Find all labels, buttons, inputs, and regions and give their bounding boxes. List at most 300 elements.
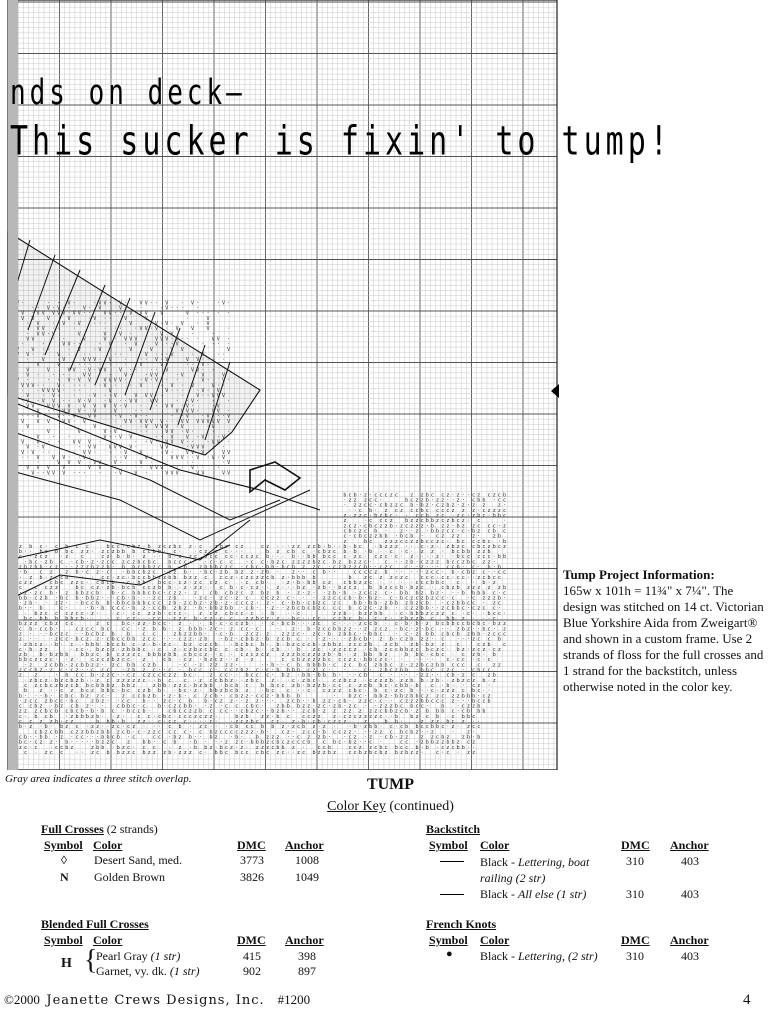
svg-text:·: · bbox=[104, 398, 107, 404]
svg-text:c: c bbox=[220, 729, 223, 735]
svg-text:b: b bbox=[220, 544, 223, 550]
svg-text:·: · bbox=[37, 460, 40, 466]
svg-text:b: b bbox=[184, 575, 187, 581]
svg-text:·: · bbox=[148, 678, 151, 684]
svg-text:z: z bbox=[338, 565, 341, 571]
svg-text:c: c bbox=[359, 508, 362, 514]
svg-text:z: z bbox=[50, 575, 53, 581]
svg-text:b: b bbox=[498, 637, 501, 643]
svg-text:b: b bbox=[369, 652, 372, 658]
svg-text:c: c bbox=[106, 637, 109, 643]
svg-text:z: z bbox=[251, 590, 254, 596]
svg-text:·: · bbox=[307, 719, 310, 725]
svg-text:z: z bbox=[50, 668, 53, 674]
svg-text:c: c bbox=[318, 616, 321, 622]
svg-text:·: · bbox=[155, 367, 158, 373]
bs-header-symbol: Symbol bbox=[429, 838, 468, 852]
svg-text:z: z bbox=[112, 724, 115, 730]
svg-text:c: c bbox=[143, 662, 146, 668]
svg-text:c: c bbox=[225, 750, 228, 756]
svg-text:z: z bbox=[148, 693, 151, 699]
svg-text:·: · bbox=[431, 503, 434, 509]
svg-text:z: z bbox=[426, 570, 429, 576]
svg-text:V: V bbox=[217, 439, 220, 445]
svg-text:·: · bbox=[207, 388, 210, 394]
svg-text:z: z bbox=[415, 698, 418, 704]
svg-text:c: c bbox=[405, 745, 408, 751]
svg-text:c: c bbox=[503, 508, 506, 514]
svg-text:b: b bbox=[106, 601, 109, 607]
svg-text:·: · bbox=[307, 621, 310, 627]
svg-text:·: · bbox=[209, 595, 212, 601]
svg-text:c: c bbox=[240, 709, 243, 715]
svg-text:V: V bbox=[104, 300, 107, 306]
svg-text:c: c bbox=[338, 729, 341, 735]
svg-text:V: V bbox=[212, 383, 215, 389]
svg-text:b: b bbox=[256, 734, 259, 740]
fc-row-2-anchor: 1049 bbox=[295, 870, 319, 885]
svg-text:c: c bbox=[158, 590, 161, 596]
svg-text:b: b bbox=[457, 647, 460, 653]
svg-text:b: b bbox=[379, 585, 382, 591]
svg-text:·: · bbox=[302, 616, 305, 622]
svg-text:·: · bbox=[186, 393, 189, 399]
svg-text:·: · bbox=[287, 647, 290, 653]
svg-text:V: V bbox=[47, 306, 50, 312]
svg-text:·: · bbox=[176, 378, 179, 384]
svg-text:·: · bbox=[65, 606, 68, 612]
svg-text:·: · bbox=[179, 549, 182, 555]
svg-text:·: · bbox=[395, 559, 398, 565]
svg-text:z: z bbox=[472, 570, 475, 576]
svg-text:V: V bbox=[165, 424, 168, 430]
svg-text:b: b bbox=[235, 734, 238, 740]
svg-text:·: · bbox=[421, 745, 424, 751]
svg-text:c: c bbox=[122, 698, 125, 704]
svg-text:b: b bbox=[204, 698, 207, 704]
svg-text:b: b bbox=[312, 750, 315, 756]
svg-text:c: c bbox=[168, 704, 171, 710]
svg-text:·: · bbox=[220, 683, 223, 689]
svg-text:·: · bbox=[472, 745, 475, 751]
svg-text:·: · bbox=[62, 383, 65, 389]
svg-text:z: z bbox=[385, 523, 388, 529]
svg-text:z: z bbox=[65, 683, 68, 689]
svg-text:·: · bbox=[96, 673, 99, 679]
svg-text:·: · bbox=[201, 414, 204, 420]
svg-text:z: z bbox=[343, 585, 346, 591]
svg-text:·: · bbox=[431, 554, 434, 560]
svg-text:·: · bbox=[212, 429, 215, 435]
svg-text:·: · bbox=[431, 498, 434, 504]
svg-text:·: · bbox=[163, 668, 166, 674]
svg-text:b: b bbox=[426, 595, 429, 601]
svg-text:·: · bbox=[42, 352, 45, 358]
svg-text:c: c bbox=[271, 647, 274, 653]
svg-text:·: · bbox=[287, 601, 290, 607]
svg-text:·: · bbox=[26, 326, 29, 332]
svg-text:c: c bbox=[359, 544, 362, 550]
svg-text:b: b bbox=[276, 590, 279, 596]
svg-text:c: c bbox=[251, 559, 254, 565]
svg-text:·: · bbox=[343, 740, 346, 746]
svg-text:z: z bbox=[410, 523, 413, 529]
svg-text:z: z bbox=[354, 678, 357, 684]
svg-text:·: · bbox=[24, 724, 27, 730]
svg-text:b: b bbox=[132, 544, 135, 550]
svg-text:b: b bbox=[261, 750, 264, 756]
svg-text:z: z bbox=[318, 704, 321, 710]
svg-text:·: · bbox=[276, 565, 279, 571]
svg-text:c: c bbox=[431, 616, 434, 622]
svg-text:V: V bbox=[160, 445, 163, 451]
svg-text:c: c bbox=[493, 575, 496, 581]
svg-text:z: z bbox=[148, 611, 151, 617]
svg-text:b: b bbox=[225, 678, 228, 684]
svg-text:c: c bbox=[148, 549, 151, 555]
svg-text:c: c bbox=[220, 709, 223, 715]
svg-text:·: · bbox=[261, 668, 264, 674]
svg-text:c: c bbox=[488, 523, 491, 529]
svg-text:V: V bbox=[109, 311, 112, 317]
svg-text:c: c bbox=[441, 580, 444, 586]
svg-text:z: z bbox=[235, 719, 238, 725]
svg-text:·: · bbox=[140, 465, 143, 471]
fc-row-2-color: Golden Brown bbox=[94, 870, 165, 885]
svg-text:z: z bbox=[369, 734, 372, 740]
svg-text:·: · bbox=[207, 439, 210, 445]
svg-text:c: c bbox=[50, 565, 53, 571]
svg-text:z: z bbox=[19, 709, 22, 715]
svg-text:b: b bbox=[76, 570, 79, 576]
svg-text:V: V bbox=[119, 306, 122, 312]
svg-text:·: · bbox=[209, 724, 212, 730]
svg-text:V: V bbox=[217, 336, 220, 342]
svg-text:·: · bbox=[343, 503, 346, 509]
svg-text:c: c bbox=[477, 698, 480, 704]
svg-text:z: z bbox=[204, 652, 207, 658]
svg-text:z: z bbox=[467, 704, 470, 710]
svg-text:z: z bbox=[318, 559, 321, 565]
svg-text:c: c bbox=[390, 668, 393, 674]
svg-text:c: c bbox=[240, 611, 243, 617]
svg-text:z: z bbox=[194, 580, 197, 586]
svg-text:·: · bbox=[45, 631, 48, 637]
svg-text:·: · bbox=[266, 729, 269, 735]
svg-text:·: · bbox=[114, 383, 117, 389]
svg-text:·: · bbox=[266, 606, 269, 612]
svg-text:b: b bbox=[287, 693, 290, 699]
svg-text:c: c bbox=[462, 606, 465, 612]
svg-text:c: c bbox=[426, 508, 429, 514]
svg-text:·: · bbox=[160, 352, 163, 358]
svg-text:·: · bbox=[302, 621, 305, 627]
svg-text:c: c bbox=[467, 601, 470, 607]
svg-text:·: · bbox=[410, 528, 413, 534]
svg-text:·: · bbox=[86, 611, 89, 617]
svg-text:c: c bbox=[173, 559, 176, 565]
svg-text:c: c bbox=[349, 492, 352, 498]
svg-text:b: b bbox=[410, 503, 413, 509]
blended-header-anchor: Anchor bbox=[285, 933, 324, 947]
svg-text:z: z bbox=[70, 714, 73, 720]
svg-text:·: · bbox=[194, 719, 197, 725]
svg-text:z: z bbox=[498, 508, 501, 514]
svg-text:z: z bbox=[338, 631, 341, 637]
svg-text:c: c bbox=[307, 714, 310, 720]
svg-text:·: · bbox=[343, 734, 346, 740]
svg-text:b: b bbox=[225, 637, 228, 643]
svg-text:b: b bbox=[55, 549, 58, 555]
svg-text:z: z bbox=[70, 719, 73, 725]
svg-text:c: c bbox=[225, 554, 228, 560]
svg-text:b: b bbox=[415, 745, 418, 751]
svg-text:b: b bbox=[276, 668, 279, 674]
svg-text:c: c bbox=[194, 668, 197, 674]
svg-text:·: · bbox=[155, 434, 158, 440]
svg-text:c: c bbox=[503, 631, 506, 637]
svg-text:c: c bbox=[354, 714, 357, 720]
svg-text:·: · bbox=[431, 565, 434, 571]
svg-text:·: · bbox=[122, 544, 125, 550]
svg-text:b: b bbox=[415, 611, 418, 617]
svg-text:b: b bbox=[385, 534, 388, 540]
svg-text:c: c bbox=[385, 518, 388, 524]
svg-text:c: c bbox=[472, 601, 475, 607]
svg-text:V: V bbox=[160, 336, 163, 342]
svg-text:V: V bbox=[191, 445, 194, 451]
svg-text:·: · bbox=[37, 373, 40, 379]
svg-text:z: z bbox=[493, 595, 496, 601]
svg-text:b: b bbox=[405, 616, 408, 622]
svg-text:c: c bbox=[60, 745, 63, 751]
svg-text:·: · bbox=[328, 683, 331, 689]
svg-text:c: c bbox=[163, 740, 166, 746]
fk-header-dmc-wrap bbox=[621, 933, 650, 948]
svg-text:V: V bbox=[57, 362, 60, 368]
svg-text:c: c bbox=[488, 637, 491, 643]
svg-text:z: z bbox=[132, 652, 135, 658]
svg-text:z: z bbox=[390, 503, 393, 509]
svg-text:z: z bbox=[436, 539, 439, 545]
svg-text:b: b bbox=[385, 606, 388, 612]
svg-text:z: z bbox=[441, 498, 444, 504]
svg-text:z: z bbox=[354, 565, 357, 571]
svg-text:·: · bbox=[150, 367, 153, 373]
svg-text:z: z bbox=[379, 704, 382, 710]
svg-text:·: · bbox=[55, 740, 58, 746]
svg-text:b: b bbox=[328, 745, 331, 751]
svg-text:z: z bbox=[287, 673, 290, 679]
svg-text:z: z bbox=[240, 570, 243, 576]
svg-text:z: z bbox=[405, 637, 408, 643]
svg-text:·: · bbox=[176, 398, 179, 404]
svg-text:·: · bbox=[67, 450, 70, 456]
blended-row-1-anchor: 398 bbox=[298, 949, 316, 964]
svg-text:V: V bbox=[134, 470, 137, 476]
svg-text:b: b bbox=[96, 642, 99, 648]
svg-text:z: z bbox=[472, 704, 475, 710]
svg-text:c: c bbox=[76, 698, 79, 704]
svg-text:V: V bbox=[42, 331, 45, 337]
svg-text:z: z bbox=[101, 565, 104, 571]
svg-text:V: V bbox=[62, 311, 65, 317]
svg-text:c: c bbox=[122, 626, 125, 632]
svg-text:V: V bbox=[88, 373, 91, 379]
svg-text:b: b bbox=[467, 621, 470, 627]
svg-text:z: z bbox=[189, 750, 192, 756]
svg-text:·: · bbox=[45, 565, 48, 571]
svg-text:c: c bbox=[194, 554, 197, 560]
svg-text:·: · bbox=[67, 311, 70, 317]
svg-text:c: c bbox=[158, 714, 161, 720]
svg-text:z: z bbox=[76, 580, 79, 586]
svg-text:·: · bbox=[251, 621, 254, 627]
svg-text:·: · bbox=[493, 559, 496, 565]
svg-text:c: c bbox=[96, 580, 99, 586]
svg-text:b: b bbox=[390, 523, 393, 529]
svg-text:c: c bbox=[50, 729, 53, 735]
svg-text:·: · bbox=[207, 311, 210, 317]
svg-text:b: b bbox=[385, 503, 388, 509]
svg-text:z: z bbox=[50, 585, 53, 591]
svg-text:·: · bbox=[34, 626, 37, 632]
svg-text:c: c bbox=[19, 714, 22, 720]
svg-text:b: b bbox=[86, 714, 89, 720]
svg-text:c: c bbox=[50, 683, 53, 689]
bs-header-dmc: DMC bbox=[621, 838, 650, 852]
svg-text:·: · bbox=[65, 714, 68, 720]
svg-text:V: V bbox=[67, 342, 70, 348]
svg-text:b: b bbox=[189, 704, 192, 710]
svg-text:c: c bbox=[482, 606, 485, 612]
svg-text:z: z bbox=[415, 523, 418, 529]
svg-text:V: V bbox=[21, 311, 24, 317]
svg-text:·: · bbox=[246, 585, 249, 591]
svg-text:V: V bbox=[47, 465, 50, 471]
svg-text:c: c bbox=[395, 683, 398, 689]
svg-text:b: b bbox=[194, 626, 197, 632]
svg-text:c: c bbox=[421, 652, 424, 658]
svg-text:b: b bbox=[148, 740, 151, 746]
footer-copyright bbox=[4, 992, 310, 1008]
svg-text:z: z bbox=[209, 745, 212, 751]
svg-text:·: · bbox=[446, 539, 449, 545]
svg-text:c: c bbox=[477, 518, 480, 524]
svg-text:b: b bbox=[215, 693, 218, 699]
svg-text:·: · bbox=[410, 683, 413, 689]
svg-text:V: V bbox=[217, 388, 220, 394]
svg-text:·: · bbox=[359, 724, 362, 730]
svg-text:z: z bbox=[96, 693, 99, 699]
svg-text:b: b bbox=[312, 554, 315, 560]
svg-text:·: · bbox=[134, 419, 137, 425]
svg-text:c: c bbox=[76, 662, 79, 668]
svg-text:c: c bbox=[302, 750, 305, 756]
svg-text:b: b bbox=[354, 601, 357, 607]
svg-text:·: · bbox=[88, 455, 91, 461]
svg-text:·: · bbox=[482, 688, 485, 694]
svg-text:c: c bbox=[230, 554, 233, 560]
svg-text:·: · bbox=[114, 465, 117, 471]
svg-text:b: b bbox=[194, 616, 197, 622]
svg-text:·: · bbox=[29, 734, 32, 740]
svg-text:·: · bbox=[181, 429, 184, 435]
svg-text:c: c bbox=[472, 595, 475, 601]
svg-text:·: · bbox=[426, 657, 429, 663]
svg-text:V: V bbox=[222, 434, 225, 440]
svg-text:V: V bbox=[114, 445, 117, 451]
svg-text:V: V bbox=[170, 347, 173, 353]
svg-text:b: b bbox=[19, 693, 22, 699]
svg-text:c: c bbox=[34, 559, 37, 565]
svg-text:z: z bbox=[307, 590, 310, 596]
svg-text:c: c bbox=[503, 528, 506, 534]
svg-text:z: z bbox=[328, 580, 331, 586]
svg-text:b: b bbox=[132, 575, 135, 581]
svg-text:·: · bbox=[369, 729, 372, 735]
svg-text:c: c bbox=[179, 554, 182, 560]
svg-text:c: c bbox=[415, 704, 418, 710]
svg-text:z: z bbox=[81, 729, 84, 735]
svg-text:c: c bbox=[488, 668, 491, 674]
svg-text:c: c bbox=[246, 750, 249, 756]
svg-text:z: z bbox=[390, 704, 393, 710]
svg-text:V: V bbox=[186, 357, 189, 363]
svg-text:z: z bbox=[287, 729, 290, 735]
svg-text:·: · bbox=[81, 750, 84, 756]
svg-text:z: z bbox=[338, 688, 341, 694]
svg-text:·: · bbox=[441, 549, 444, 555]
svg-text:·: · bbox=[225, 657, 228, 663]
svg-text:·: · bbox=[318, 729, 321, 735]
svg-text:b: b bbox=[143, 570, 146, 576]
svg-text:·: · bbox=[207, 378, 210, 384]
svg-text:b: b bbox=[318, 662, 321, 668]
svg-text:b: b bbox=[55, 662, 58, 668]
svg-text:·: · bbox=[86, 734, 89, 740]
svg-text:c: c bbox=[199, 549, 202, 555]
svg-text:z: z bbox=[266, 616, 269, 622]
svg-text:b: b bbox=[333, 590, 336, 596]
svg-text:b: b bbox=[276, 745, 279, 751]
svg-text:c: c bbox=[106, 647, 109, 653]
svg-text:·: · bbox=[129, 367, 132, 373]
svg-text:z: z bbox=[415, 518, 418, 524]
svg-text:c: c bbox=[498, 498, 501, 504]
svg-text:c: c bbox=[251, 673, 254, 679]
svg-text:·: · bbox=[400, 570, 403, 576]
svg-text:c: c bbox=[122, 606, 125, 612]
svg-text:b: b bbox=[349, 580, 352, 586]
svg-text:z: z bbox=[163, 642, 166, 648]
svg-text:b: b bbox=[343, 631, 346, 637]
svg-text:·: · bbox=[390, 590, 393, 596]
svg-text:b: b bbox=[189, 652, 192, 658]
svg-text:V: V bbox=[155, 342, 158, 348]
svg-text:b: b bbox=[163, 606, 166, 612]
svg-text:V: V bbox=[165, 470, 168, 476]
svg-text:c: c bbox=[225, 668, 228, 674]
svg-text:z: z bbox=[297, 590, 300, 596]
svg-text:z: z bbox=[369, 611, 372, 617]
svg-text:z: z bbox=[410, 647, 413, 653]
svg-text:z: z bbox=[359, 698, 362, 704]
svg-text:·: · bbox=[230, 642, 233, 648]
svg-text:c: c bbox=[374, 745, 377, 751]
svg-text:b: b bbox=[287, 704, 290, 710]
svg-text:z: z bbox=[148, 729, 151, 735]
